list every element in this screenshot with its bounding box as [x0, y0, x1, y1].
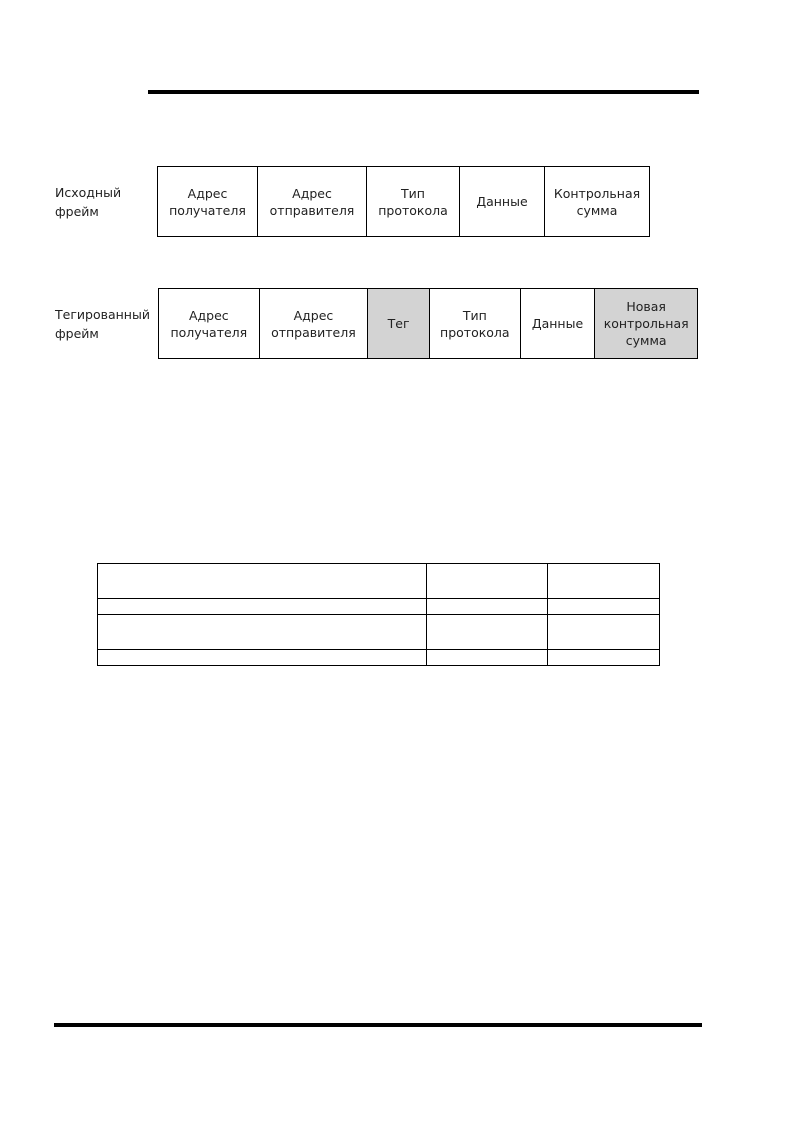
field-data: Данные	[520, 289, 595, 358]
table-cell	[427, 615, 548, 650]
field-protocol-type: Тип протокола	[366, 167, 459, 236]
field-source-address: Адрес отправителя	[257, 167, 366, 236]
table-row	[98, 564, 660, 599]
table-row	[98, 650, 660, 666]
table-cell	[427, 650, 548, 666]
field-source-address: Адрес отправителя	[259, 289, 368, 358]
field-checksum: Контрольная сумма	[544, 167, 649, 236]
field-tag: Тег	[367, 289, 429, 358]
field-destination-address: Адрес получателя	[170, 307, 248, 340]
table-cell	[427, 599, 548, 615]
field-protocol-type: Тип протокола	[429, 289, 520, 358]
header-rule	[148, 90, 699, 94]
empty-table	[97, 563, 660, 666]
field-data: Данные	[459, 167, 544, 236]
tagged-frame-label: Тегированный фрейм	[55, 307, 150, 341]
table-cell	[548, 650, 660, 666]
footer-rule	[54, 1023, 702, 1027]
table-row	[98, 599, 660, 615]
field-new-checksum: Новая контрольная сумма	[594, 289, 697, 358]
table-cell	[98, 615, 427, 650]
table-cell	[98, 599, 427, 615]
table-cell	[98, 564, 427, 599]
original-frame-label: Исходный фрейм	[55, 185, 122, 219]
table-cell	[98, 650, 427, 666]
tagged-frame-diagram	[158, 288, 698, 359]
table-row	[98, 615, 660, 650]
field-destination-address: Адрес получателя	[169, 185, 246, 218]
table-cell	[548, 615, 660, 650]
table-cell	[427, 564, 548, 599]
table-cell	[548, 599, 660, 615]
original-frame-diagram	[157, 166, 650, 237]
table-cell	[548, 564, 660, 599]
